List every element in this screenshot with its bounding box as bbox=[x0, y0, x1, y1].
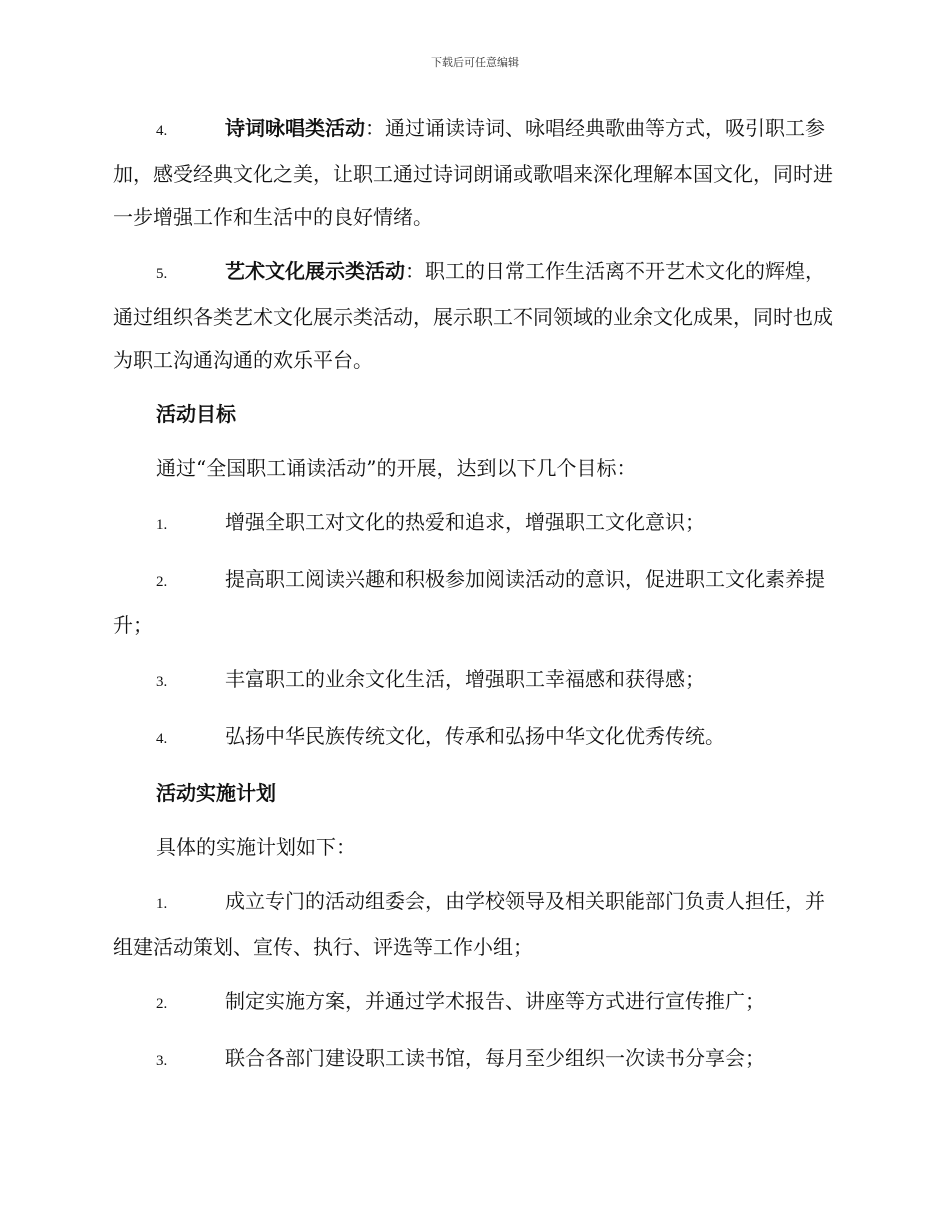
item-body: ：职工的日常工作生活离不开艺术文化的辉煌，通过组织各类艺术文化展示类活动，展示职工不同领域的业余文化成果，同时也成为职工沟通沟通的欢乐平台。 bbox=[113, 259, 833, 372]
goal-item bbox=[113, 558, 837, 647]
item-number: 4. bbox=[156, 731, 168, 747]
activity-item-4 bbox=[113, 107, 837, 239]
item-number: 2. bbox=[156, 574, 168, 590]
document-body bbox=[113, 107, 837, 1094]
item-number: 2. bbox=[156, 996, 168, 1012]
goals-intro: 通过“全国职工诵读活动”的开展，达到以下几个目标： bbox=[156, 456, 637, 480]
goal-item bbox=[113, 501, 837, 547]
item-text: 增强全职工对文化的热爱和追求，增强职工文化意识； bbox=[225, 510, 705, 534]
item-number: 5. bbox=[156, 266, 168, 282]
section-heading-goals: 活动目标 bbox=[156, 402, 236, 426]
plan-item bbox=[113, 880, 837, 969]
activity-item-5 bbox=[113, 250, 837, 382]
item-number: 1. bbox=[156, 517, 168, 533]
plan-item bbox=[113, 980, 837, 1026]
item-number: 3. bbox=[156, 1053, 168, 1069]
item-title: 艺术文化展示类活动 bbox=[225, 259, 405, 283]
section-heading-plan: 活动实施计划 bbox=[156, 781, 276, 805]
plan-item bbox=[113, 1037, 837, 1083]
plan-intro: 具体的实施计划如下： bbox=[156, 835, 356, 859]
item-text: 提高职工阅读兴趣和积极参加阅读活动的意识，促进职工文化素养提升； bbox=[113, 567, 825, 637]
item-number: 4. bbox=[156, 123, 168, 139]
item-text: 丰富职工的业余文化生活，增强职工幸福感和获得感； bbox=[225, 667, 705, 691]
item-body: ：通过诵读诗词、咏唱经典歌曲等方式，吸引职工参加，感受经典文化之美，让职工通过诗词朗诵或歌唱来深化理解本国文化，同时进一步增强工作和生活中的良好情绪。 bbox=[113, 116, 833, 229]
goal-item bbox=[113, 658, 837, 704]
item-title: 诗词咏唱类活动 bbox=[225, 116, 365, 140]
item-text: 成立专门的活动组委会，由学校领导及相关职能部门负责人担任，并组建活动策划、宣传、执行、评选等工作小组； bbox=[113, 889, 825, 959]
goal-item bbox=[113, 715, 837, 761]
item-text: 制定实施方案，并通过学术报告、讲座等方式进行宣传推广； bbox=[225, 989, 765, 1013]
page-header: 下载后可任意编辑 bbox=[431, 56, 519, 69]
item-number: 3. bbox=[156, 674, 168, 690]
item-text: 联合各部门建设职工读书馆，每月至少组织一次读书分享会； bbox=[225, 1046, 765, 1070]
item-text: 弘扬中华民族传统文化，传承和弘扬中华文化优秀传统。 bbox=[225, 724, 725, 748]
item-number: 1. bbox=[156, 896, 168, 912]
